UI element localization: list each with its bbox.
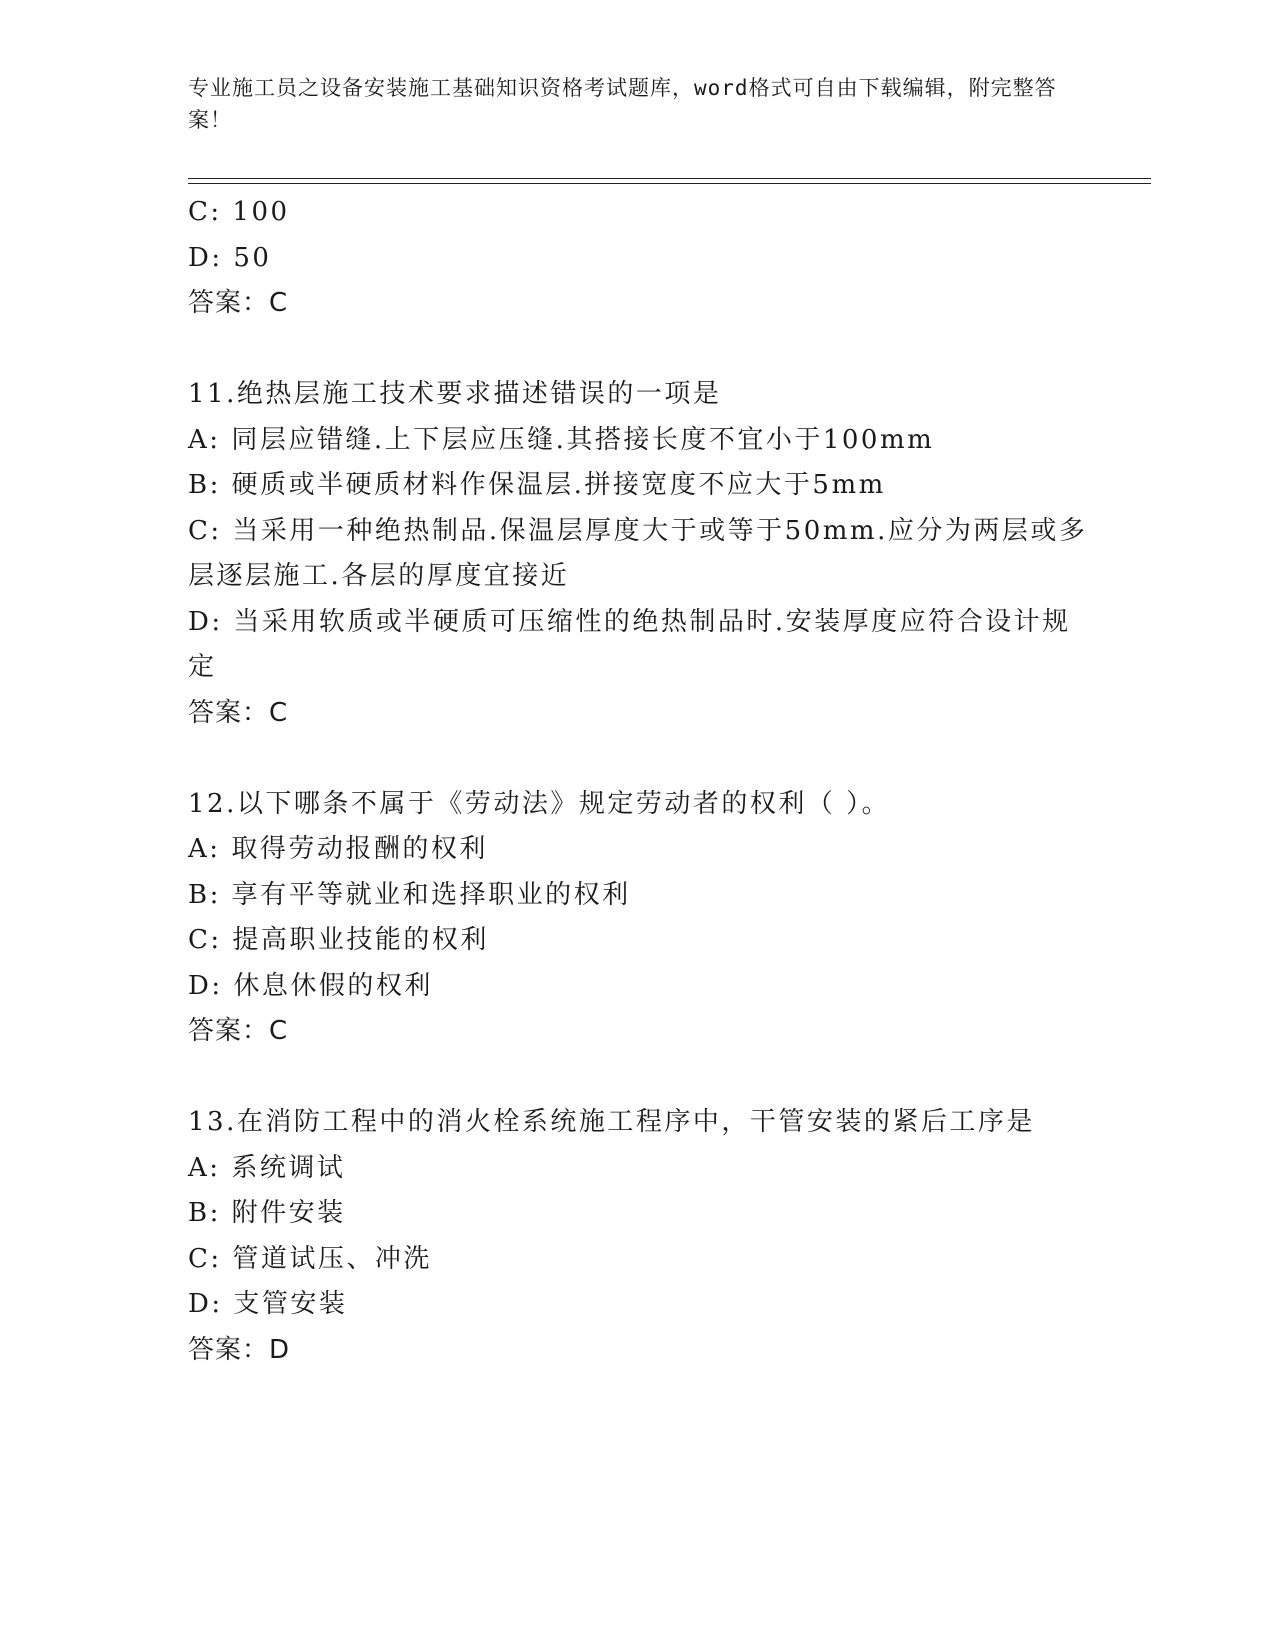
question-list [188,190,1088,1373]
question-continued [188,190,1088,327]
header-rule-bottom [188,183,1151,184]
answer: 答案：D [188,1334,291,1365]
document-header [188,72,1068,136]
spacer [188,736,1088,782]
option-c: C: 当采用一种绝热制品.保温层厚度大于或等于50mm.应分为两层或多层逐层施工.各层的厚度宜接近 [188,515,1088,591]
option-c: C: 提高职业技能的权利 [188,925,489,955]
option-a: A: 同层应错缝.上下层应压缝.其搭接长度不宜小于100mm [188,424,935,455]
option-c: C: 管道试压、冲洗 [188,1243,432,1274]
answer: 答案：C [188,288,289,318]
option-d: D: 休息休假的权利 [188,970,433,1001]
question-12 [188,782,1088,1055]
question-13 [188,1100,1088,1373]
option-a: A: 系统调试 [188,1152,346,1183]
option-d: D: 支管安装 [188,1289,348,1319]
header-rule-top [188,178,1151,179]
answer: 答案：C [188,697,289,728]
option-d: D: 当采用软质或半硬质可压缩性的绝热制品时.安装厚度应符合设计规定 [188,606,1071,682]
spacer [188,327,1088,373]
option-c: C: 100 [188,197,290,227]
option-b: B: 硬质或半硬质材料作保温层.拼接宽度不应大于5mm [188,470,886,500]
spacer [188,1055,1088,1101]
answer: 答案：C [188,1016,289,1046]
option-d: D: 50 [188,242,272,273]
question-stem: 12.以下哪条不属于《劳动法》规定劳动者的权利（ ）。 [188,788,891,819]
option-a: A: 取得劳动报酬的权利 [188,834,488,864]
question-11 [188,372,1088,736]
document-title: 专业施工员之设备安装施工基础知识资格考试题库，word格式可自由下载编辑，附完整答案！ [188,76,1057,132]
option-b: B: 享有平等就业和选择职业的权利 [188,879,631,910]
question-stem: 13.在消防工程中的消火栓系统施工程序中，干管安装的紧后工序是 [188,1107,1035,1137]
option-b: B: 附件安装 [188,1198,346,1228]
question-stem: 11.绝热层施工技术要求描述错误的一项是 [188,379,722,409]
